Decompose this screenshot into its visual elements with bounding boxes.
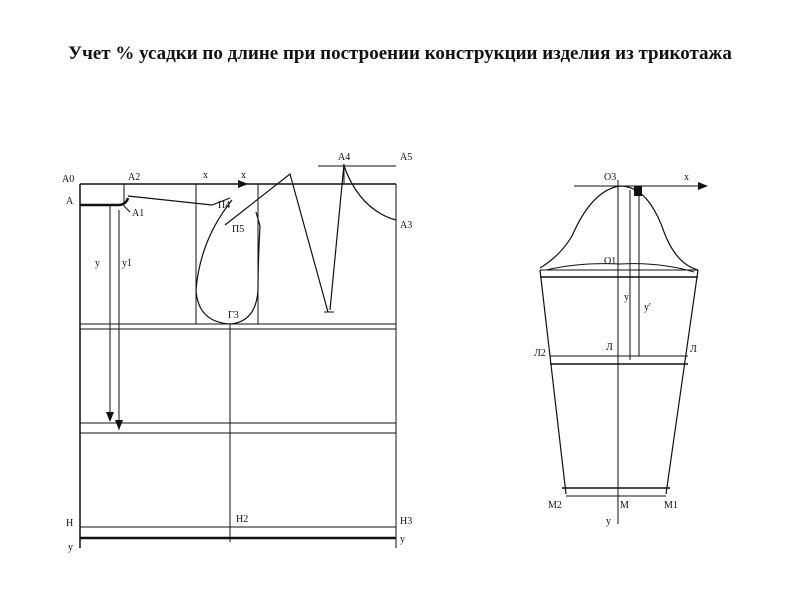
- x-arrow-head: [238, 180, 248, 188]
- sleeve-cap-inner-curve: [546, 264, 694, 272]
- sleeve-cap-curve: [540, 186, 698, 270]
- label-y1: у1: [122, 258, 132, 269]
- label-a2: А2: [128, 172, 141, 183]
- label-y: у: [95, 258, 100, 269]
- front-dart-line: [330, 164, 344, 310]
- label-g3: Г3: [228, 310, 239, 321]
- sleeve-label-m-right: М1: [664, 500, 678, 511]
- label-a5: А5: [400, 152, 413, 163]
- label-p5: П5: [232, 224, 245, 235]
- sleeve-label-y-prime: у': [644, 302, 651, 313]
- sleeve-right-side: [666, 270, 698, 494]
- diagram-title: Учет % усадки по длине при построении конструкции изделия из трикотажа: [68, 43, 732, 64]
- label-a1: А1: [132, 208, 145, 219]
- sleeve-label-o1: О1: [604, 256, 617, 267]
- label-n: Н: [66, 518, 74, 529]
- label-n2: Н2: [236, 514, 249, 525]
- label-x-left: х: [203, 170, 208, 181]
- sleeve-label-y: у: [624, 292, 629, 303]
- sleeve-label-o3: О3: [604, 172, 617, 183]
- sleeve-label-l-left: Л2: [534, 348, 546, 359]
- sleeve-label-m-left: М2: [548, 500, 562, 511]
- label-x-right: х: [241, 170, 246, 181]
- label-a0: А0: [62, 174, 75, 185]
- label-y-bottom-left: у: [68, 542, 73, 553]
- sleeve-label-x: х: [684, 172, 689, 183]
- sleeve-label-l-mid: Л: [606, 342, 613, 353]
- label-a: А: [66, 196, 74, 207]
- label-a4: А4: [338, 152, 351, 163]
- sleeve-x-arrow-head: [698, 182, 708, 190]
- armhole-curve: [196, 200, 260, 324]
- back-shoulder-line: [128, 196, 230, 205]
- sleeve-left-side: [540, 270, 566, 494]
- sleeve-label-l-right: Л: [690, 344, 697, 355]
- label-a3: А3: [400, 220, 413, 231]
- y1-arrow-head: [115, 420, 123, 430]
- back-front-pattern: [62, 152, 412, 553]
- label-n3: Н3: [400, 516, 413, 527]
- sleeve-measure-marker: [634, 186, 642, 196]
- label-p4: П4: [218, 200, 231, 211]
- back-neck-curve: [80, 198, 128, 205]
- sleeve-pattern: [534, 172, 708, 527]
- y-arrow-head: [106, 412, 114, 422]
- a1-tick: [124, 206, 130, 212]
- sleeve-label-y-bottom: у: [606, 516, 611, 527]
- front-neck-curve: [344, 166, 396, 220]
- front-shoulder-line: [225, 174, 328, 312]
- label-y-bottom-right: у: [400, 534, 405, 545]
- sleeve-label-m-mid: М: [620, 500, 629, 511]
